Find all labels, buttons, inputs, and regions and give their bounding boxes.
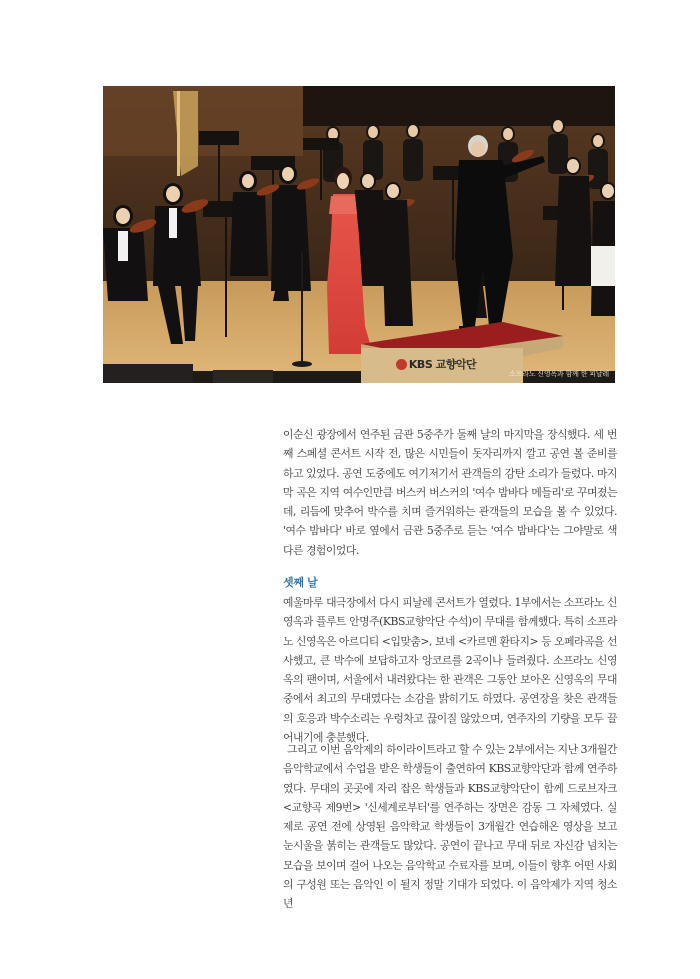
paragraph-2-text: 예울마루 대극장에서 다시 피날레 콘서트가 열렸다. 1부에서는 소프라노 신영옥과 플루트 안명주(KBS교향악단 수석)이 무대를 함께했다. 특히 소프라노 신영옥은 아르디티 <입맞춤>, 보네 <카르멘 환타지> 등 오페라곡을 선사했고, 큰 박수에 보답하고자 앙코르를 2곡이나 들려줬다. 소프라노 신영옥의 팬이며, 서울에서 내려왔다는 한 관객은 그동안 보아온 신영옥의 무대 중에서 최고의 무대였다는 소감을 밝히기도 하였다. 공연장을 찾은 관객들의 호응과 박수소리는 우렁차고 끊이질 않았으며, 연주자의 기량을 모두 끌어내기에 충분했다. (283, 596, 617, 745)
paragraph-2 (283, 593, 617, 747)
paragraph-3 (283, 740, 617, 914)
section-heading: 셋째 날 (283, 576, 318, 589)
paragraph-3-text: 그리고 이번 음악제의 하이라이트라고 할 수 있는 2부에서는 지난 3개월간 음악학교에서 수업을 받은 학생들이 출연하여 KBS교향악단과 함께 연주하였다. 무대의 곳곳에 자리 잡은 학생들과 KBS교향악단이 함께 드로브자크 <교향곡 제9번> '신세계로부터'를 연주하는 장면은 감동 그 자체였다. 실제로 공연 전에 상영된 음악학교 학생들이 3개월간 연습해온 영상을 보고 눈시울을 붉히는 관객들도 많았다. 공연이 끝나고 무대 뒤로 자신감 넘치는 모습을 보이며 걸어 나오는 음악학교 수료자를 보며, 이들이 향후 어떤 사회의 구성원 또는 음악인 이 될지 정말 기대가 되었다. 이 음악제가 지역 청소년 (283, 743, 617, 911)
paragraph-1 (283, 425, 617, 560)
kbs-logo-icon (396, 359, 407, 370)
concert-photo (103, 86, 615, 383)
orchestra-stage-illustration (103, 86, 615, 383)
podium-text: KBS 교향악단 (408, 358, 477, 371)
photo-caption: 소프라노 신영옥과 함께 한 피날레 (509, 370, 609, 378)
paragraph-1-text: 이순신 광장에서 연주된 금관 5중주가 둘째 날의 마지막을 장식했다. 세 번째 스페셜 콘서트 시작 전, 많은 시민들이 돗자리까지 깔고 공연 볼 준비를 하고 있었다. 공연 도중에도 여기저기서 관객들의 감탄 소리가 들렸다. 마지막 곡은 지역 여수인만큼 버스커 버스커의 '여수 밤바다 메들리'로 꾸며졌는데, 리듬에 맞추어 박수를 치며 즐거워하는 관객들의 모습을 볼 수 있었다. '여수 밤바다' 바로 옆에서 금관 5중주로 듣는 '여수 밤바다'는 그야말로 색다른 경험이었다. (283, 428, 617, 557)
podium-logo-label (385, 356, 485, 372)
